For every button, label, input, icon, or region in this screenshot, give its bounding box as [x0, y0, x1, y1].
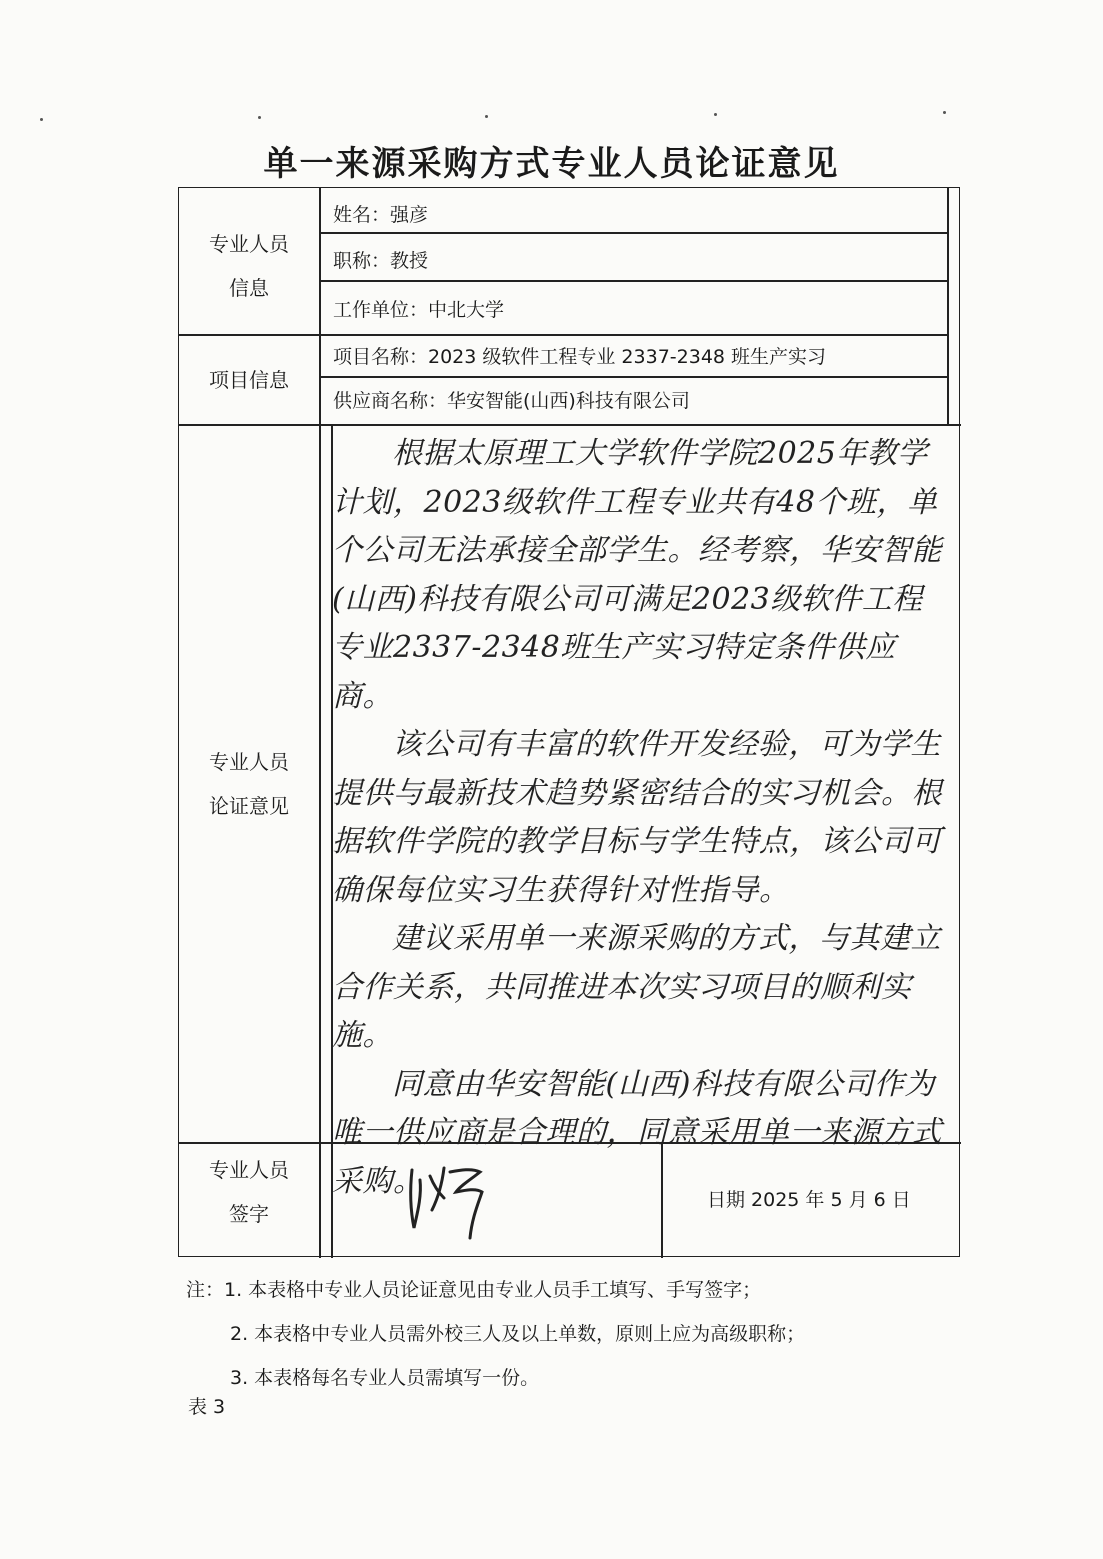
- signature-label-line2: 签字: [229, 1202, 269, 1226]
- note-1: 注：1. 本表格中专业人员论证意见由专业人员手工填写、手写签字；: [186, 1279, 762, 1301]
- opinion-paragraph: 建议采用单一来源采购的方式，与其建立合作关系，共同推进本次实习项目的顺利实施。: [332, 921, 941, 1053]
- note-2: 2. 本表格中专业人员需外校三人及以上单数，原则上应为高级职称；: [230, 1323, 806, 1345]
- handwritten-signature: [400, 1158, 510, 1248]
- row-divider: [319, 376, 949, 378]
- opinion-paragraph: 同意由华安智能(山西)科技有限公司作为唯一供应商是合理的，同意采用单一来源方式采购。: [332, 1066, 942, 1199]
- form-notes: [186, 1268, 805, 1400]
- scan-speck: [258, 116, 261, 119]
- scan-speck: [485, 115, 488, 118]
- column-divider: [319, 188, 321, 1258]
- section-divider: [179, 424, 961, 426]
- expert-title: 职称：教授: [333, 250, 429, 272]
- table-number: 表 3: [188, 1396, 226, 1418]
- row-divider: [319, 280, 949, 282]
- supplier-name: 供应商名称：华安智能(山西)科技有限公司: [333, 390, 690, 412]
- opinion-handwritten-text: [332, 430, 952, 1206]
- opinion-label: [179, 740, 319, 828]
- scan-speck: [943, 111, 946, 114]
- opinion-paragraph: 该公司有丰富的软件开发经验，可为学生提供与最新技术趋势紧密结合的实习机会。根据软件学院的教学目标与学生特点，该公司可确保每位实习生获得针对性指导。: [332, 727, 942, 908]
- section-divider: [179, 334, 949, 336]
- signature-label-line1: 专业人员: [209, 1158, 289, 1182]
- signature-date: 日期 2025 年 5 月 6 日: [707, 1189, 911, 1211]
- project-name: 项目名称：2023 级软件工程专业 2337-2348 班生产实习: [333, 346, 827, 368]
- expert-info-label-line2: 信息: [229, 276, 269, 300]
- inner-right-border: [947, 188, 949, 424]
- opinion-paragraph: 根据太原理工大学软件学院2025年教学计划，2023级软件工程专业共有48个班，单个公司无法承接全部学生。经考察，华安智能(山西)科技有限公司可满足2023级软件工程专业2337-2348班生产实习特定条件供应商。: [332, 436, 942, 714]
- expert-employer: 工作单位：中北大学: [333, 299, 505, 321]
- page-title: 单一来源采购方式专业人员论证意见: [263, 144, 840, 184]
- scan-speck: [40, 118, 43, 121]
- project-info-label: 项目信息: [209, 368, 289, 392]
- signature-label: [179, 1148, 319, 1236]
- expert-name: 姓名：强彦: [333, 204, 429, 226]
- scan-speck: [714, 113, 717, 116]
- row-divider: [319, 232, 949, 234]
- note-3: 3. 本表格每名专业人员需填写一份。: [230, 1367, 540, 1389]
- opinion-label-line1: 专业人员: [209, 750, 289, 774]
- expert-info-label: [179, 222, 319, 310]
- expert-info-label-line1: 专业人员: [209, 232, 289, 256]
- opinion-label-line2: 论证意见: [209, 794, 289, 818]
